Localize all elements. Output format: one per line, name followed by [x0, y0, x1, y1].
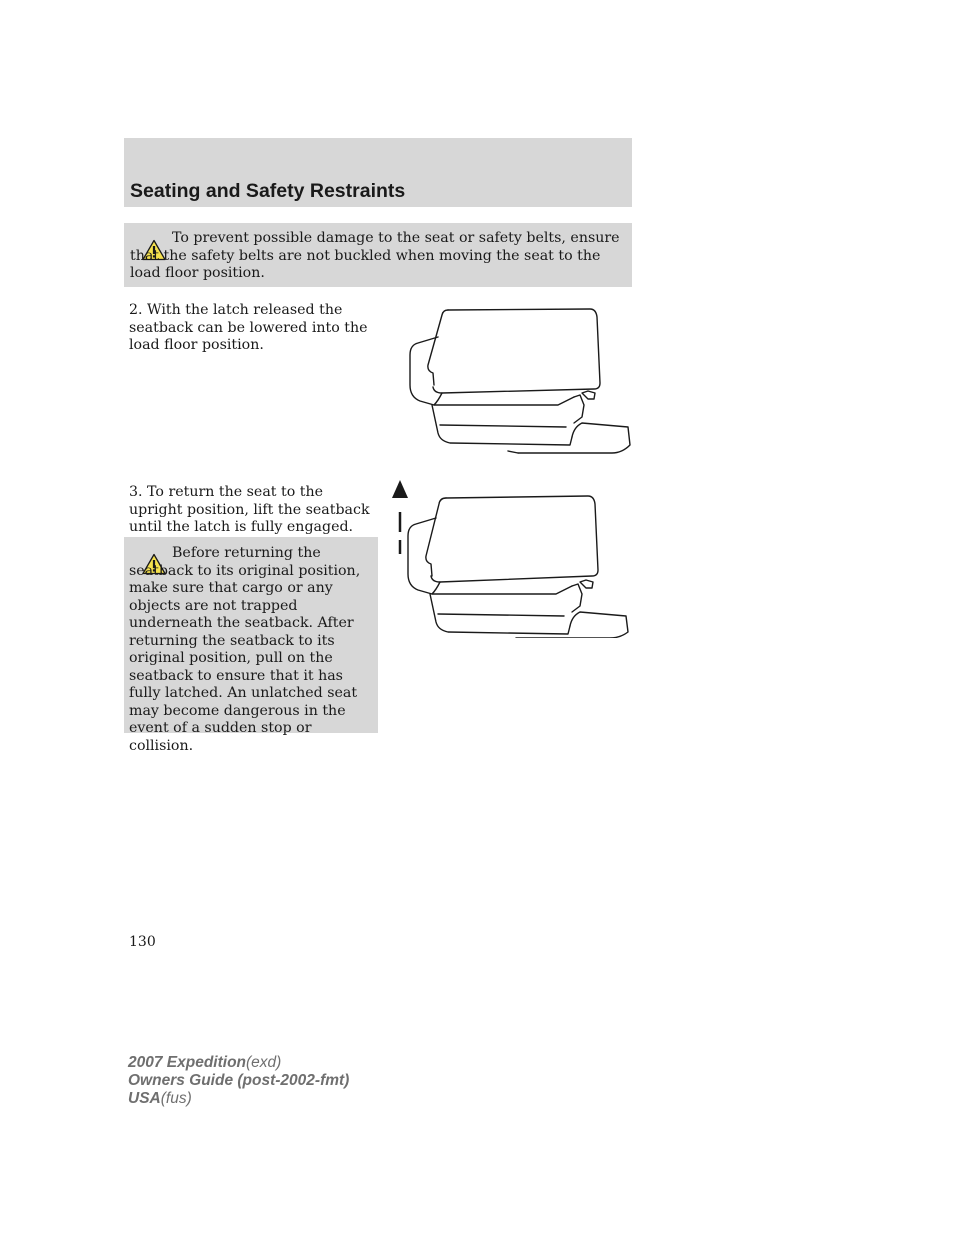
seat-upright-return-illustration — [388, 478, 644, 638]
section-header — [124, 138, 632, 207]
page-number: 130 — [129, 934, 156, 950]
step-2-text: 2. With the latch released the seatback can be lowered into the load floor position. — [129, 302, 368, 353]
footer-line-3: USA(fus) — [128, 1090, 192, 1107]
footer-line-1: 2007 Expedition(exd) — [128, 1054, 282, 1071]
warning-box-seat-damage — [124, 223, 632, 287]
document-footer — [128, 1054, 349, 1108]
section-title: Seating and Safety Restraints — [130, 180, 406, 202]
lift-arrow-icon — [392, 480, 408, 554]
warning-text: Before returning the seatback to its original position, make sure that cargo or any objects are not trapped underneath the seatback. After returning the seatback to its original position, pull on the seatback to ensure that it has fully latched. An unlatched seat may become dangerous in the event of a sudden stop or collision. — [129, 545, 361, 754]
footer-line-2: Owners Guide (post-2002-fmt) — [128, 1072, 350, 1089]
warning-box-trapped-objects — [124, 537, 378, 754]
step-3-text: 3. To return the seat to the upright position, lift the seatback until the latch is fully engaged. — [129, 484, 370, 535]
seat-load-floor-illustration — [398, 305, 644, 457]
warning-text: To prevent possible damage to the seat or safety belts, ensure that the safety belts are not buckled when moving the seat to the load floor position. — [130, 230, 620, 281]
